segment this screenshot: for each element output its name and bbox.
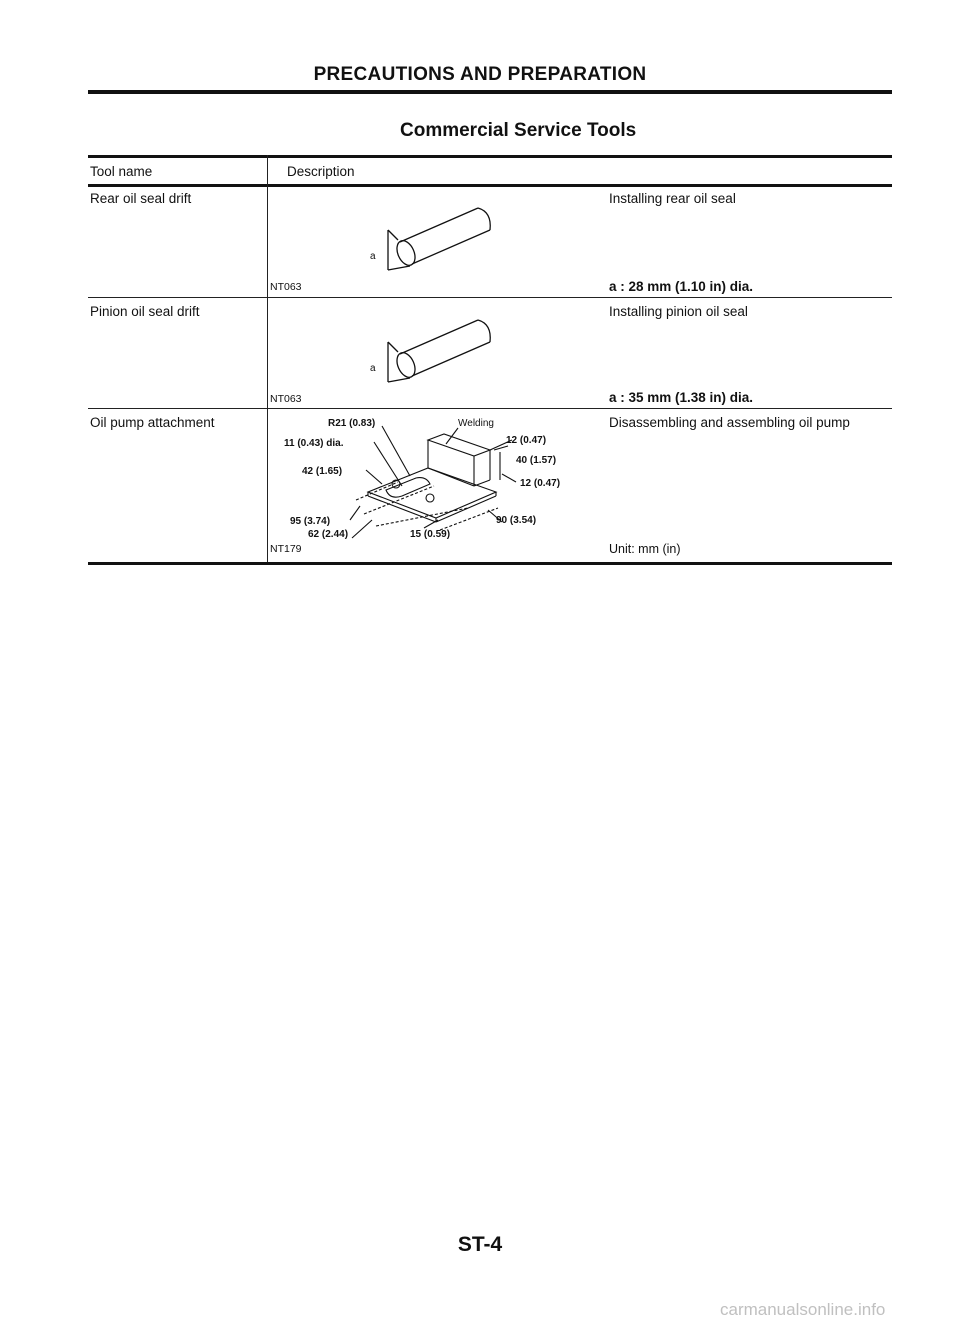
tool-name-rear-oil-seal-drift: Rear oil seal drift <box>90 191 192 206</box>
dimension-r21: R21 (0.83) <box>328 418 376 429</box>
spec-pinion-oil-seal: a : 35 mm (1.38 in) dia. <box>609 390 754 405</box>
usage-pinion-oil-seal: Installing pinion oil seal <box>609 304 748 319</box>
dimension-11-dia: 11 (0.43) dia. <box>284 438 344 449</box>
dimension-40: 40 (1.57) <box>516 455 557 466</box>
dimension-95: 95 (3.74) <box>290 516 331 527</box>
illustration-code: NT179 <box>270 543 302 555</box>
usage-oil-pump: Disassembling and assembling oil pump <box>609 415 850 430</box>
watermark: carmanualsonline.info <box>720 1300 886 1319</box>
table-top-rule <box>88 155 892 158</box>
rear-oil-seal-drift-illustration <box>340 190 520 280</box>
dimension-90: 90 (3.54) <box>496 515 537 526</box>
welding-label: Welding <box>458 418 494 429</box>
table-bottom-rule <box>88 562 892 565</box>
illustration-code: NT063 <box>270 393 302 405</box>
column-header-description: Description <box>287 164 355 179</box>
dimension-15: 15 (0.59) <box>410 529 451 540</box>
usage-rear-oil-seal: Installing rear oil seal <box>609 191 736 206</box>
tool-name-oil-pump-attachment: Oil pump attachment <box>90 415 215 430</box>
dimension-label-a: a <box>370 251 376 262</box>
dimension-42: 42 (1.65) <box>302 466 343 477</box>
unit-note: Unit: mm (in) <box>609 542 681 556</box>
spec-rear-oil-seal: a : 28 mm (1.10 in) dia. <box>609 279 754 294</box>
page-number: ST-4 <box>457 1233 503 1256</box>
dimension-12-lower: 12 (0.47) <box>520 478 561 489</box>
page-header-title: PRECAUTIONS AND PREPARATION <box>313 64 647 85</box>
header-rule <box>88 90 892 94</box>
dimension-62: 62 (2.44) <box>308 529 349 540</box>
dimension-label-a: a <box>370 363 376 374</box>
section-title: Commercial Service Tools <box>400 120 637 141</box>
illustration-code: NT063 <box>270 281 302 293</box>
pinion-oil-seal-drift-illustration <box>340 302 520 392</box>
row-divider <box>88 297 892 298</box>
dimension-12-upper: 12 (0.47) <box>506 435 547 446</box>
oil-pump-attachment-diagram <box>268 410 598 560</box>
tool-name-pinion-oil-seal-drift: Pinion oil seal drift <box>90 304 200 319</box>
column-header-tool-name: Tool name <box>90 164 153 179</box>
row-divider <box>88 408 892 409</box>
table-header-rule <box>88 184 892 187</box>
